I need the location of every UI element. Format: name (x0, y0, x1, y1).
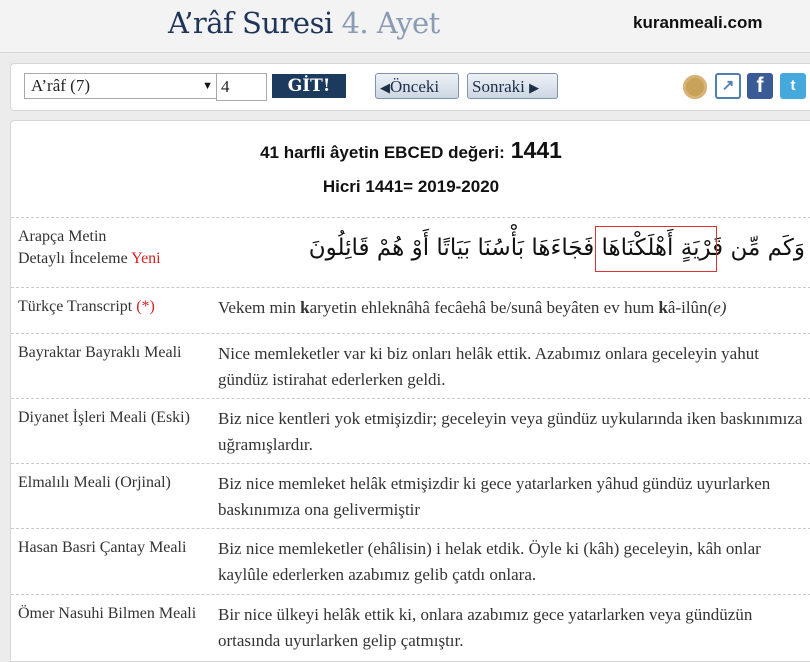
translation-label[interactable]: Hasan Basri Çantay Meali (18, 539, 187, 556)
arabic-row (11, 217, 810, 288)
transcript-part: aryetin ehleknâhâ fecâehâ be/sunâ beyâten ev hum (309, 298, 659, 317)
ayah-number-input[interactable]: 4 (216, 73, 267, 101)
translation-text: Bir nice ülkeyi helâk ettik ki, onlara azabımız gece yatarlarken veya gündüzün ortasında uyurlarken gelip çatmıştır. (218, 605, 753, 650)
next-label: Sonraki (472, 77, 525, 96)
transcript-part: (e) (707, 298, 727, 317)
navigation-toolbar (10, 63, 810, 111)
twitter-icon[interactable]: t (780, 73, 806, 99)
transcript-text (218, 295, 803, 321)
detailed-review-link[interactable]: Detaylı İnceleme (18, 250, 128, 267)
dropdown-arrow-icon: ▼ (202, 80, 213, 92)
settings-dot-icon[interactable] (683, 75, 707, 99)
ebced-line (11, 137, 810, 164)
next-button[interactable] (467, 73, 558, 99)
new-badge: Yeni (131, 250, 161, 267)
transcript-label (18, 296, 155, 318)
arabic-text-link[interactable]: Arapça Metin (18, 228, 107, 245)
translation-row (11, 463, 810, 529)
surah-select[interactable] (24, 73, 220, 99)
transcript-part: â-ilûn (667, 298, 708, 317)
arrow-left-icon: ◀ (380, 80, 390, 95)
share-icon[interactable]: ↗ (715, 73, 741, 99)
previous-button[interactable] (375, 73, 459, 99)
translation-label[interactable]: Ömer Nasuhi Bilmen Meali (18, 605, 197, 622)
ebced-value: 1441 (510, 137, 562, 163)
hicri-line: Hicri 1441= 2019-2020 (322, 177, 500, 196)
arrow-right-icon: ▶ (529, 80, 540, 95)
translation-text: Biz nice memleketler (ehâlisin) i helak etdik. Öyle ki (kâh) geceleyin, kâh onlar kaylûle ederlerken azabımız gelib çatdı onlara. (218, 539, 761, 584)
ebced-text: 41 harfli âyetin EBCED değeri: (260, 143, 505, 162)
translation-label[interactable]: Elmalılı Meali (Orjinal) (18, 474, 171, 491)
page-title (168, 6, 440, 40)
translation-label[interactable]: Bayraktar Bayraklı Meali (18, 344, 182, 361)
transcript-label-text: Türkçe Transcript (18, 298, 133, 315)
transcript-bold-letter: k (300, 298, 310, 317)
facebook-icon[interactable]: f (747, 73, 773, 99)
ayah-content-panel (10, 120, 810, 662)
translation-text: Biz nice memleket helâk etmişizdir ki gece yatarlarken yâhud gündüz uyurlarken baskınımıza ona gelivermiştir (218, 474, 771, 519)
site-name[interactable]: kuranmeali.com (633, 13, 763, 32)
translation-label[interactable]: Diyanet İşleri Meali (Eski) (18, 409, 190, 426)
title-ayah: 4. Ayet (341, 6, 440, 40)
go-button[interactable]: GİT! (272, 74, 346, 98)
translation-row (11, 398, 810, 464)
transcript-part: Vekem min (218, 298, 301, 317)
highlighted-word-box[interactable] (595, 226, 717, 272)
translation-text: Biz nice kentleri yok etmişizdir; geceleyin veya gündüz uykularında iken baskınımıza uğramışlardır. (218, 409, 803, 454)
translation-row (11, 528, 810, 595)
transcript-marker[interactable]: (*) (136, 298, 155, 315)
arabic-label (18, 226, 161, 270)
transcript-bold-letter: k (658, 298, 668, 317)
translation-row (11, 333, 810, 399)
title-surah: A’râf Suresi (168, 6, 333, 40)
translation-text: Nice memleketler var ki biz onları helâk ettik. Azabımız onlara geceleyin yahut gündüz istirahat ederlerken geldi. (218, 344, 759, 389)
arabic-verse-text: وَكَم مِّن قَرْيَةٍ أَهْلَكْنَاهَا فَجَاءَهَا بَأْسُنَا بَيَاتًا أَوْ هُمْ قَائِلُونَ (308, 235, 805, 261)
translation-row (11, 594, 810, 661)
previous-label: Önceki (390, 77, 440, 96)
surah-select-value: A’râf (7) (31, 76, 90, 95)
transcript-row (11, 287, 810, 334)
page-header (0, 0, 810, 53)
